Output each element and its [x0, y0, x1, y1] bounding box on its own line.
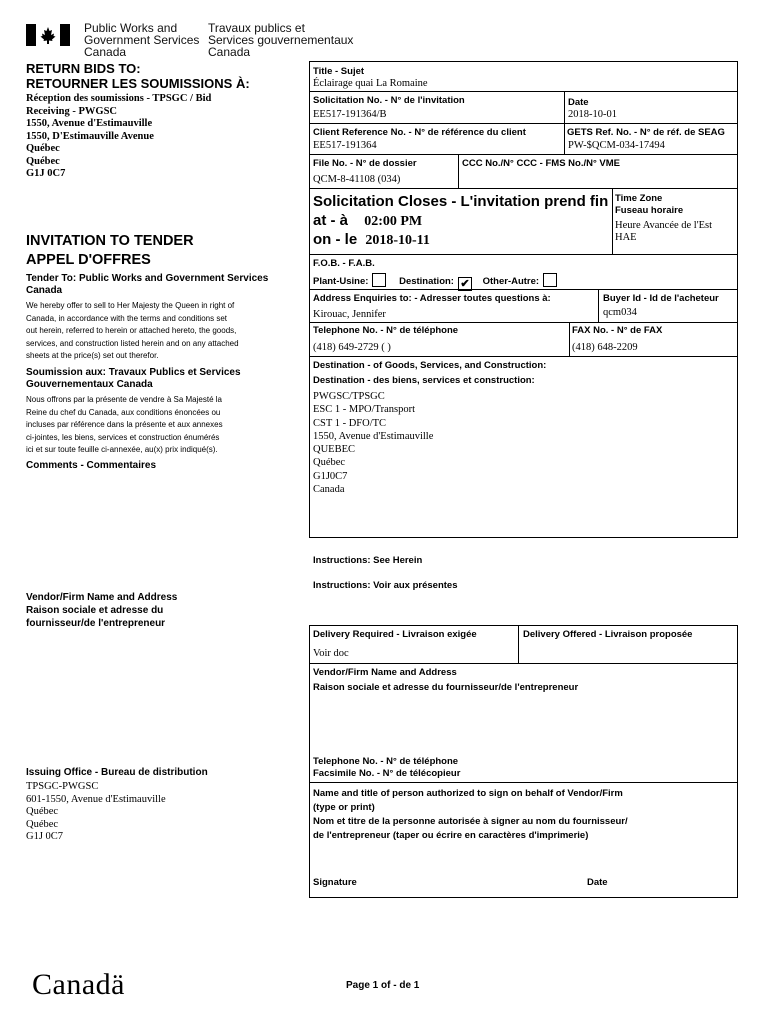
- other-autre-label: Other-Autre:: [482, 276, 540, 287]
- page-number: Page 1 of - de 1: [346, 980, 420, 991]
- delivery-required-label: Delivery Required - Livraison exigée: [313, 629, 477, 640]
- fob-options: [313, 273, 557, 291]
- gov-fr-line: Travaux publics et: [208, 21, 305, 35]
- address-line: Québec: [26, 806, 59, 817]
- authorized-line: (type or print): [313, 802, 375, 813]
- destination-goods-label-fr: Destination - des biens, services et construction:: [313, 375, 535, 386]
- client-ref-value: EE517-191364: [313, 140, 377, 151]
- solicitation-label: Solicitation No. - N° de l'invitation: [313, 95, 465, 106]
- fax-value: (418) 648-2209: [572, 342, 638, 353]
- destination-checkbox[interactable]: ✔: [458, 277, 472, 291]
- destination-line: CST 1 - DFO/TC: [313, 417, 387, 429]
- vendor-name-label-en: Vendor/Firm Name and Address: [313, 667, 457, 678]
- at-value: 02:00 PM: [364, 214, 423, 229]
- vendor-facsimile-label: Facsimile No. - N° de télécopieur: [313, 768, 461, 779]
- buyer-id-value: qcm034: [603, 307, 637, 318]
- address-line: Québec: [26, 143, 60, 154]
- address-line: Québec: [26, 155, 60, 167]
- destination-line: ESC 1 - MPO/Transport: [313, 404, 416, 416]
- vendor-left-line: fournisseur/de l'entrepreneur: [26, 618, 166, 629]
- telephone-label: Telephone No. - N° de téléphone: [313, 325, 459, 336]
- return-bids-title: [26, 61, 250, 91]
- delivery-required-value: Voir doc: [313, 648, 349, 659]
- enquiries-label: Address Enquiries to: - Adresser toutes questions à:: [313, 293, 551, 304]
- gov-en-line: Canada: [84, 45, 127, 59]
- gov-en-line: Public Works and: [84, 21, 178, 35]
- on-value: 2018-10-11: [365, 233, 430, 248]
- return-bids-title-en: RETURN BIDS TO:: [26, 61, 141, 76]
- authorized-line: de l'entrepreneur (taper ou écrire en caractères d'imprimerie): [313, 830, 589, 841]
- fob-label: F.O.B. - F.A.B.: [313, 258, 375, 269]
- invitation-title-fr: APPEL D'OFFRES: [26, 252, 151, 268]
- gets-ref-label: GETS Ref. No. - N° de réf. de SEAG: [567, 127, 725, 138]
- tender-to-text: [26, 300, 296, 363]
- address-line: TPSGC-PWGSC: [26, 781, 99, 792]
- file-no-value: QCM-8-41108 (034): [313, 174, 401, 185]
- return-bids-address: [26, 93, 211, 181]
- text-line: ci-jointes, les biens, services et construction énumérés: [26, 432, 220, 442]
- address-line: 1550, Avenue d'Estimauville: [26, 118, 153, 129]
- enquiries-value: Kirouac, Jennifer: [313, 309, 386, 320]
- issuing-office-label: Issuing Office - Bureau de distribution: [26, 767, 208, 778]
- timezone-label: [615, 193, 683, 217]
- text-line: Nous offrons par la présente de vendre à Sa Majesté la: [26, 395, 222, 404]
- text-line: services, and construction listed herein and on any attached: [26, 338, 239, 348]
- address-line: 601-1550, Avenue d'Estimauville: [26, 793, 166, 805]
- address-line: Receiving - PWGSC: [26, 105, 117, 117]
- date-label: Date: [568, 97, 589, 108]
- at-label: at - à: [313, 212, 349, 229]
- canada-wordmark-logo: Canadä: [32, 968, 125, 1001]
- instructions-fr: Instructions: Voir aux présentes: [313, 580, 458, 591]
- destination-line: G1J0C7: [313, 470, 348, 482]
- gov-fr-line: Services gouvernementaux: [208, 33, 354, 47]
- destination-goods-label-en: Destination - of Goods, Services, and Construction:: [313, 360, 547, 371]
- gov-name-fr: [208, 22, 353, 58]
- timezone-label-fr: Fuseau horaire: [615, 205, 684, 216]
- timezone-label-en: Time Zone: [615, 193, 663, 204]
- buyer-id-label: Buyer Id - Id de l'acheteur: [603, 293, 719, 304]
- address-line: G1J 0C7: [26, 168, 66, 179]
- destination-line: 1550, Avenue d'Estimauville: [313, 430, 434, 442]
- issuing-office-address: [26, 781, 166, 844]
- on-label: on - le: [313, 231, 358, 248]
- vendor-telephone-label: Telephone No. - N° de téléphone: [313, 756, 459, 767]
- closes-on: [313, 230, 430, 250]
- title-label: Title - Sujet: [313, 66, 365, 77]
- invitation-title: [26, 232, 194, 270]
- plant-usine-label: Plant-Usine:: [313, 276, 369, 287]
- vendor-left-line: Vendor/Firm Name and Address: [26, 592, 178, 603]
- return-bids-title-fr: RETOURNER LES SOUMISSIONS À:: [26, 76, 250, 91]
- destination-line: PWGSC/TPSGC: [313, 391, 385, 402]
- text-line: out herein, referred to herein or attached hereto, the goods,: [26, 326, 237, 335]
- address-line: Réception des soumissions - TPSGC / Bid: [26, 93, 212, 104]
- signature-date-label: Date: [587, 877, 608, 888]
- file-no-label: File No. - N° de dossier: [313, 158, 417, 169]
- address-line: Québec: [26, 818, 59, 830]
- destination-address: [313, 390, 433, 496]
- text-line: We hereby offer to sell to Her Majesty the Queen in right of: [26, 301, 235, 310]
- instructions-en: Instructions: See Herein: [313, 555, 423, 566]
- destination-line: Québec: [313, 457, 346, 469]
- other-autre-checkbox[interactable]: [543, 273, 557, 287]
- timezone-value-line: Heure Avancée de l'Est: [615, 220, 713, 231]
- plant-usine-checkbox[interactable]: [372, 273, 386, 287]
- destination-line: QUEBEC: [313, 444, 355, 456]
- vendor-name-label-fr: Raison sociale et adresse du fournisseur/de l'entrepreneur: [313, 682, 579, 693]
- delivery-offered-label: Delivery Offered - Livraison proposée: [523, 629, 693, 640]
- timezone-value-line: HAE: [615, 232, 637, 243]
- gov-fr-line: Canada: [208, 45, 251, 59]
- destination-line: Canada: [313, 484, 345, 496]
- soumission-label: Soumission aux: Travaux Publics et Services Gouvernementaux Canada: [26, 367, 241, 390]
- comments-label: Comments - Commentaires: [26, 460, 157, 471]
- text-line: ici et sur toute feuille ci-annexée, au(x) prix indiqué(s).: [26, 445, 218, 454]
- vendor-left-line: Raison sociale et adresse du: [26, 605, 164, 616]
- gov-en-line: Government Services: [84, 33, 200, 47]
- destination-label: Destination:: [399, 276, 454, 287]
- ccc-label: CCC No./N° CCC - FMS No./N° VME: [462, 158, 621, 169]
- address-line: 1550, D'Estimauville Avenue: [26, 130, 154, 142]
- invitation-title-en: INVITATION TO TENDER: [26, 233, 194, 249]
- text-line: incluses par référence dans la présente et aux annexes: [26, 420, 223, 429]
- closes-at: [313, 211, 422, 231]
- solicitation-value: EE517-191364/B: [313, 109, 387, 120]
- authorized-person-label: [313, 787, 628, 843]
- authorized-line: Name and title of person authorized to sign on behalf of Vendor/Firm: [313, 788, 623, 799]
- title-value: Éclairage quai La Romaine: [313, 78, 428, 89]
- address-line: G1J 0C7: [26, 831, 64, 842]
- gov-name-en: [84, 22, 199, 58]
- solicitation-closes-label: Solicitation Closes - L'invitation prend fin: [313, 193, 609, 210]
- vendor-left-label: [26, 591, 177, 630]
- text-line: Reine du chef du Canada, aux conditions énoncées ou: [26, 407, 221, 417]
- telephone-value: (418) 649-2729 ( ): [313, 342, 391, 353]
- tender-to-label: Tender To: Public Works and Government Services Canada: [26, 273, 269, 296]
- timezone-value: [615, 220, 712, 244]
- text-line: Canada, in accordance with the terms and conditions set: [26, 313, 228, 323]
- date-value: 2018-10-01: [568, 109, 617, 120]
- canada-flag-icon: [26, 24, 70, 46]
- fax-label: FAX No. - N° de FAX: [572, 325, 663, 336]
- client-ref-label: Client Reference No. - N° de référence du client: [313, 127, 526, 138]
- gets-ref-value: PW-$QCM-034-17494: [568, 140, 665, 151]
- signature-label: Signature: [313, 877, 357, 888]
- soumission-text: [26, 394, 296, 457]
- text-line: sheets at the price(s) set out therefor.: [26, 351, 159, 360]
- authorized-line: Nom et titre de la personne autorisée à signer au nom du fournisseur/: [313, 816, 628, 827]
